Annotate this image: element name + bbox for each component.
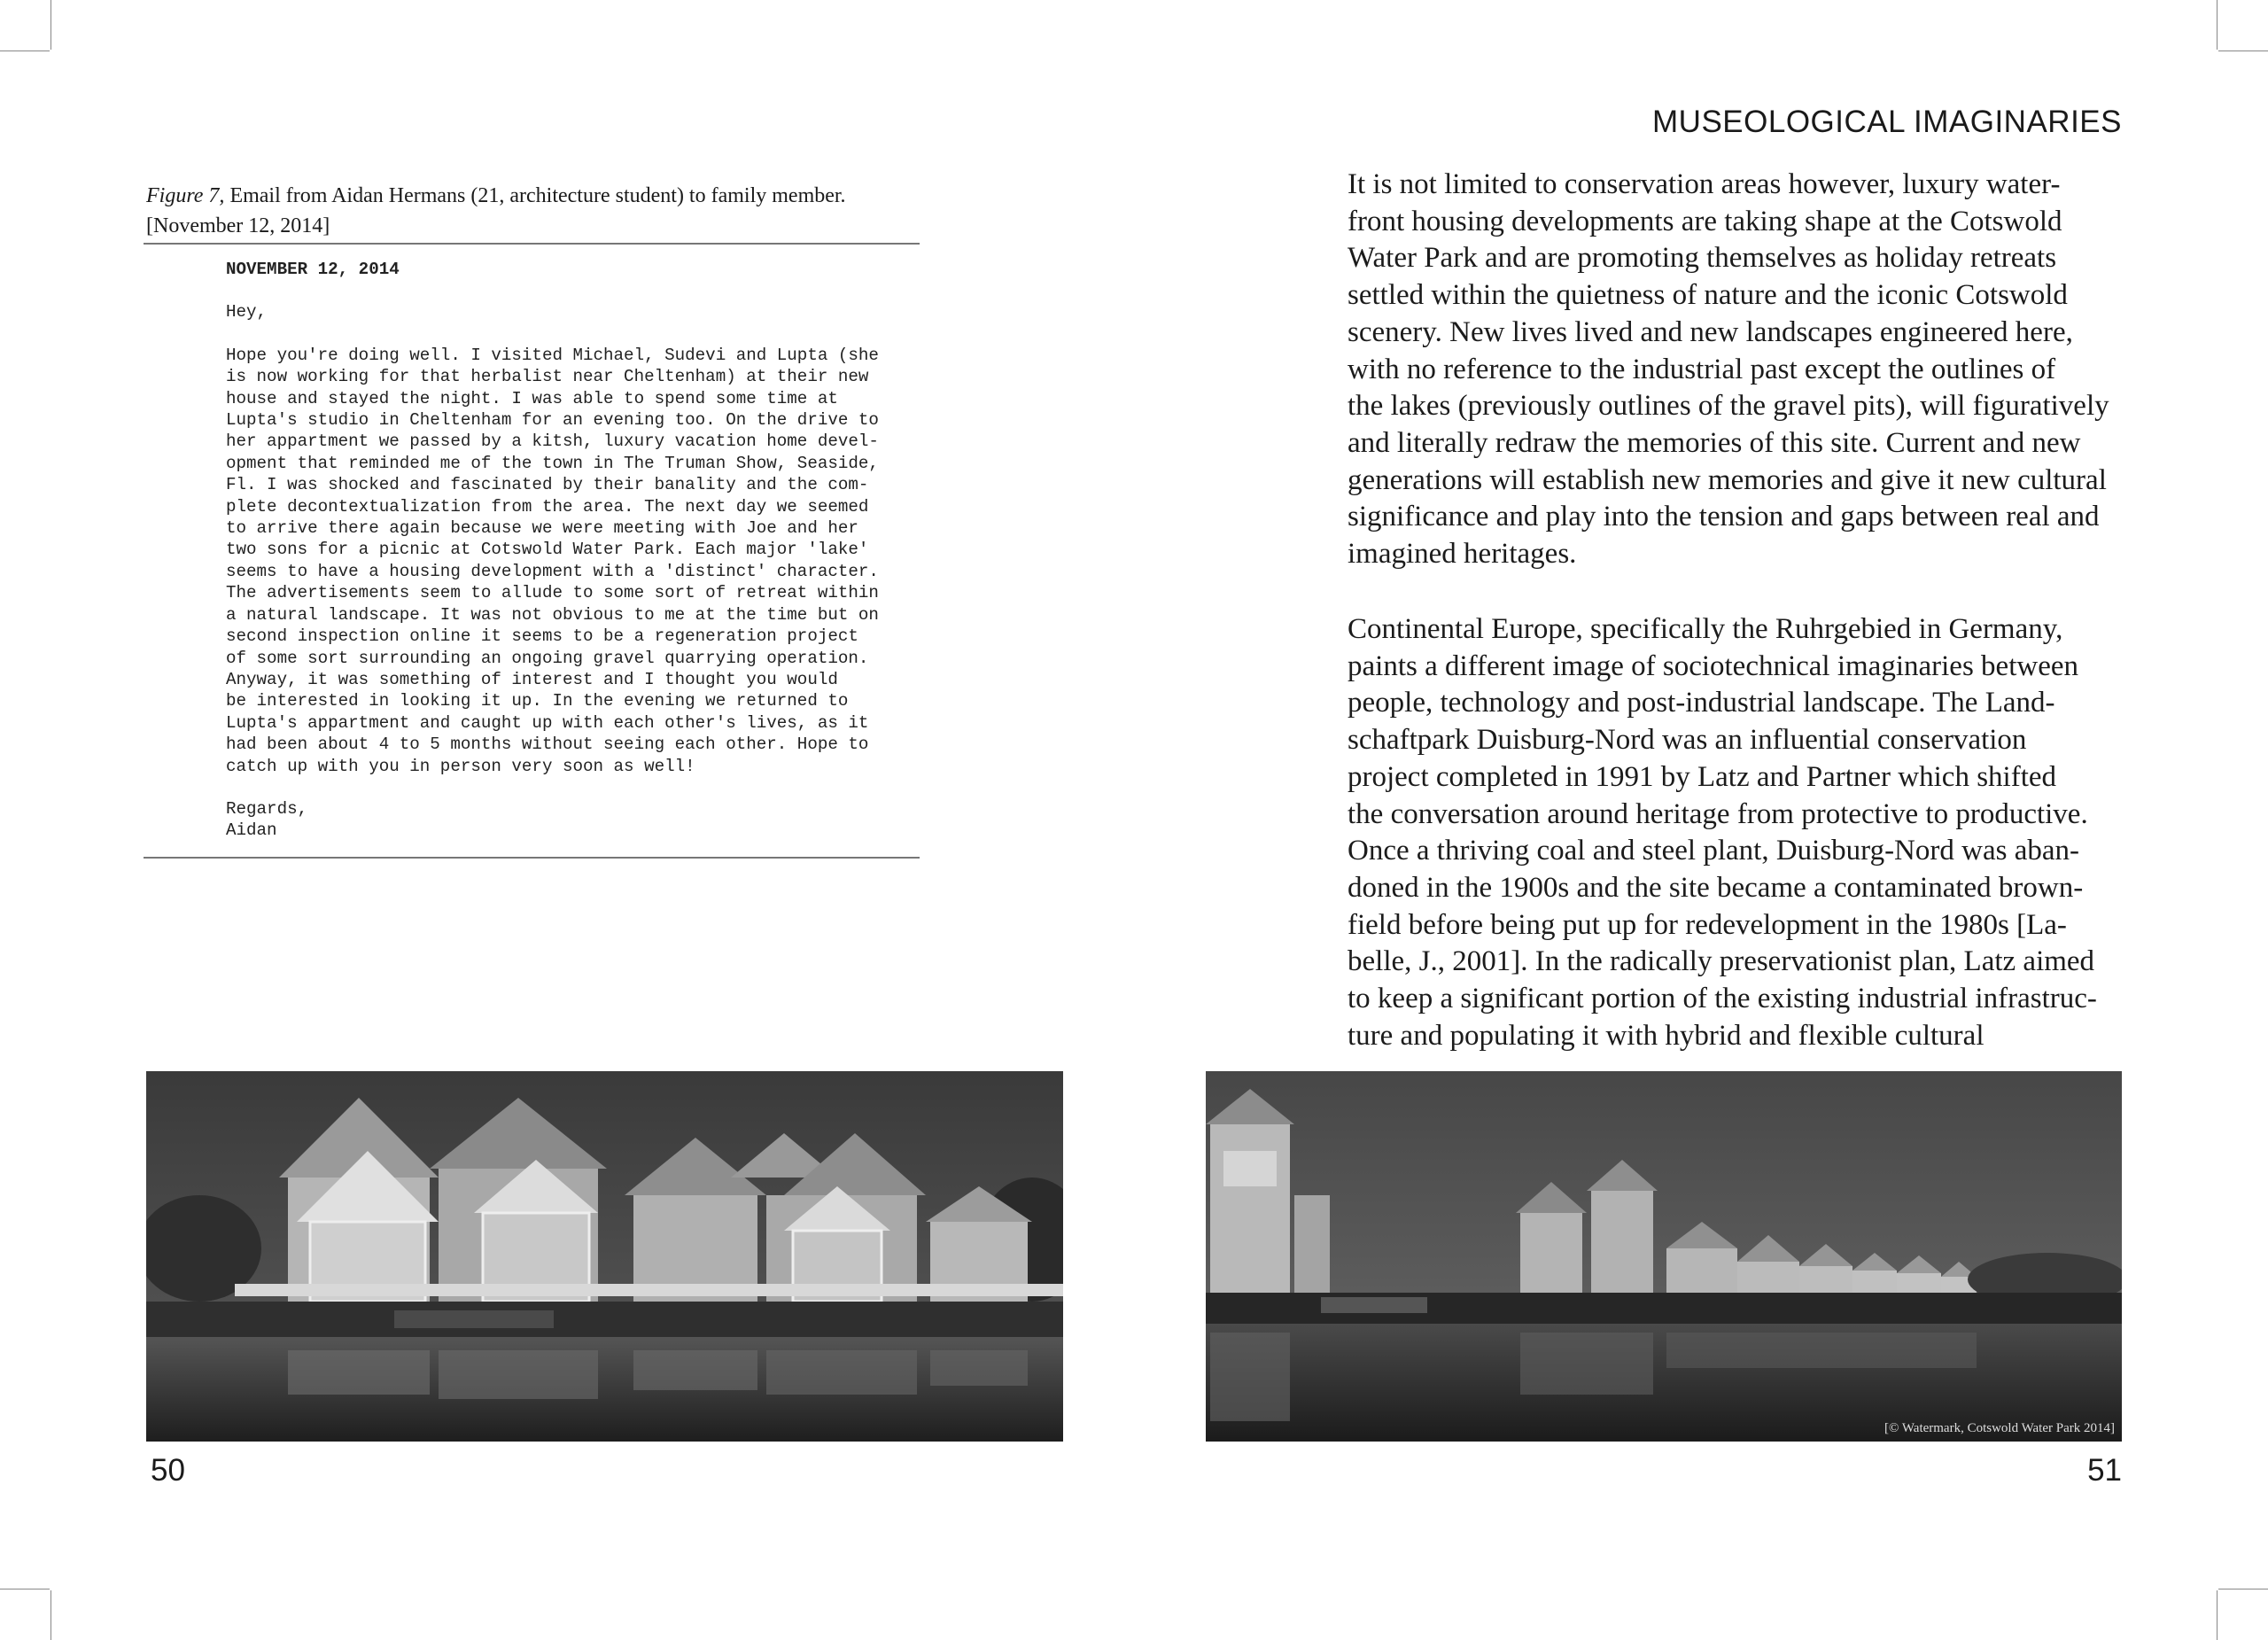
- email-body-line: second inspection online it seems to be a regeneration project: [226, 626, 858, 647]
- body-paragraph-1: [1348, 167, 2127, 573]
- waterfront-development-image: [1206, 1071, 2122, 1442]
- crop-mark: [2217, 0, 2218, 50]
- email-body-line: plete decontextualization from the area. The next day we seemed: [226, 496, 869, 517]
- crop-mark: [50, 1590, 51, 1640]
- email-body-line: Lupta's appartment and caught up with each other's lives, as it: [226, 712, 869, 733]
- body-text-line: It is not limited to conservation areas however, luxury water-: [1348, 168, 2061, 200]
- body-text-line: imagined heritages.: [1348, 538, 1577, 571]
- email-body-line: two sons for a picnic at Cotswold Water Park. Each major 'lake': [226, 540, 869, 560]
- email-body-line: be interested in looking it up. In the evening we returned to: [226, 691, 849, 711]
- housing-photo-left: [146, 1071, 1063, 1442]
- figure-label: Figure 7,: [146, 184, 225, 207]
- page-number-right: 51: [2087, 1453, 2122, 1488]
- body-text-line: significance and play into the tension and gaps between real and: [1348, 501, 2100, 533]
- body-text-line: people, technology and post-industrial landscape. The Land-: [1348, 687, 2055, 719]
- body-text-line: schaftpark Duisburg-Nord was an influential conservation: [1348, 724, 2027, 757]
- email-body-line: Anyway, it was something of interest and I thought you would: [226, 669, 838, 689]
- body-text-line: front housing developments are taking shape at the Cotswold: [1348, 205, 2062, 237]
- body-text-line: and literally redraw the memories of this site. Current and new: [1348, 426, 2081, 459]
- email-body: [226, 345, 926, 777]
- body-text-line: Continental Europe, specifically the Ruhrgebied in Germany,: [1348, 613, 2063, 645]
- crop-mark: [2217, 1590, 2218, 1640]
- email-body-line: opment that reminded me of the town in The Truman Show, Seaside,: [226, 453, 879, 473]
- body-text-line: field before being put up for redevelopment in the 1980s [La-: [1348, 908, 2067, 941]
- email-signoff: Regards,: [226, 798, 308, 819]
- email-body-line: Lupta's studio in Cheltenham for an evening too. On the drive to: [226, 410, 879, 431]
- body-text-line: ture and populating it with hybrid and flexible cultural: [1348, 1019, 1984, 1052]
- email-body-line: had been about 4 to 5 months without seeing each other. Hope to: [226, 735, 869, 755]
- crop-mark: [50, 0, 51, 50]
- email-greeting: Hey,: [226, 302, 268, 323]
- running-head: MUSEOLOGICAL IMAGINARIES: [1652, 105, 2122, 139]
- body-text-line: to keep a significant portion of the existing industrial infrastruc-: [1348, 983, 2097, 1015]
- body-text-line: with no reference to the industrial past except the outlines of: [1348, 353, 2056, 385]
- email-body-line: of some sort surrounding an ongoing gravel quarrying operation.: [226, 648, 869, 668]
- email-body-line: her appartment we passed by a kitsh, luxury vacation home devel-: [226, 431, 879, 452]
- email-letter: [226, 259, 926, 842]
- email-body-line: Fl. I was shocked and fascinated by their banality and the com-: [226, 475, 869, 495]
- email-body-line: house and stayed the night. I was able to spend some time at: [226, 388, 838, 408]
- figure-caption: [146, 181, 926, 241]
- email-body-line: a natural landscape. It was not obvious to me at the time but on: [226, 604, 879, 625]
- email-body-line: catch up with you in person very soon as well!: [226, 756, 695, 776]
- body-text-line: the lakes (previously outlines of the gravel pits), will figuratively: [1348, 390, 2109, 423]
- email-body-line: The advertisements seem to allude to some sort of retreat within: [226, 583, 879, 603]
- body-text-line: paints a different image of sociotechnical imaginaries between: [1348, 649, 2078, 682]
- body-text-line: Once a thriving coal and steel plant, Duisburg-Nord was aban-: [1348, 835, 2079, 867]
- email-body-line: to arrive there again because we were meeting with Joe and her: [226, 518, 858, 539]
- page-number-left: 50: [151, 1453, 185, 1488]
- lakeside-houses-image: [146, 1071, 1063, 1442]
- email-date: NOVEMBER 12, 2014: [226, 260, 400, 279]
- body-text-line: project completed in 1991 by Latz and Partner which shifted: [1348, 760, 2057, 793]
- body-text-line: scenery. New lives lived and new landscapes engineered here,: [1348, 315, 2073, 348]
- body-text-line: belle, J., 2001]. In the radically preservationist plan, Latz aimed: [1348, 945, 2095, 978]
- email-body-line: seems to have a housing development with a 'distinct' character.: [226, 561, 879, 581]
- body-text-line: generations will establish new memories and give it new cultural: [1348, 463, 2107, 496]
- figure-caption-date: [November 12, 2014]: [146, 214, 330, 237]
- body-text-line: Water Park and are promoting themselves as holiday retreats: [1348, 242, 2057, 275]
- figure-caption-text: Email from Aidan Hermans (21, architecture student) to family member.: [224, 184, 846, 207]
- housing-photo-right: [1206, 1071, 2122, 1442]
- body-text-line: the conversation around heritage from protective to productive.: [1348, 797, 2088, 830]
- photo-credit: [© Watermark, Cotswold Water Park 2014]: [1884, 1421, 2115, 1435]
- email-body-line: Hope you're doing well. I visited Michael, Sudevi and Lupta (she: [226, 345, 879, 365]
- body-text-line: doned in the 1900s and the site became a contaminated brown-: [1348, 871, 2084, 904]
- email-signature: Aidan: [226, 820, 277, 841]
- body-paragraph-2: [1348, 611, 2127, 1054]
- letter-top-rule: [144, 243, 920, 245]
- email-body-line: is now working for that herbalist near Cheltenham) at their new: [226, 367, 869, 387]
- letter-bottom-rule: [144, 857, 920, 859]
- body-text-line: settled within the quietness of nature and the iconic Cotswold: [1348, 279, 2068, 312]
